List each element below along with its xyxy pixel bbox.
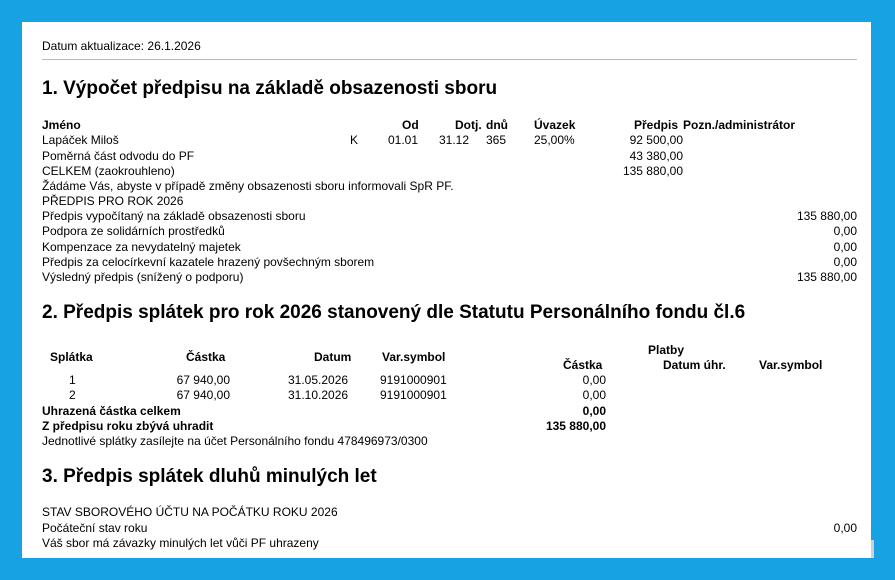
person-name: Lapáček Miloš (42, 133, 119, 147)
update-label: Datum aktualizace: (42, 39, 145, 53)
account-state-title: STAV SBOROVÉHO ÚČTU NA POČÁTKU ROKU 2026 (42, 505, 338, 519)
person-to: 31.12 (439, 133, 470, 147)
section2-heading: 2. Předpis splátek pro rok 2026 stanovený dle Statutu Personálního fondu čl.6 (42, 302, 746, 323)
line-amount: 0,00 (833, 255, 857, 269)
col-ratio-header: Úvazek (534, 118, 576, 132)
section1-heading: 1. Výpočet předpisu na základě obsazenosti sboru (42, 78, 498, 99)
remaining-amount: 135 880,00 (545, 419, 606, 433)
line-label: Podpora ze solidárních prostředků (42, 224, 225, 238)
col-paid-varsym-header: Var.symbol (759, 358, 823, 372)
year-title: PŘEDPIS PRO ROK 2026 (42, 194, 184, 208)
line-amount: 135 880,00 (796, 270, 857, 284)
col-from-header: Od (402, 118, 419, 132)
installment-paid: 0,00 (582, 373, 606, 387)
scrollbar[interactable] (871, 540, 874, 558)
col-varsym-header: Var.symbol (382, 350, 446, 364)
update-date: 26.1.2026 (147, 39, 201, 53)
installment-amount: 67 940,00 (176, 373, 230, 387)
installment-date: 31.10.2026 (288, 388, 349, 402)
notice-text: Žádáme Vás, abyste v případě změny obsazenosti sboru informovali SpR PF. (42, 179, 454, 193)
header-divider (42, 59, 857, 60)
section3-heading: 3. Předpis splátek dluhů minulých let (42, 466, 377, 487)
col-date-header: Datum (314, 350, 352, 364)
line-amount: 0,00 (833, 224, 857, 238)
total-label: CELKEM (zaokrouhleno) (42, 164, 175, 178)
payments-header: Platby (648, 343, 685, 357)
proportional-label: Poměrná část odvodu do PF (42, 149, 195, 163)
person-days: 365 (486, 133, 507, 147)
document-page (22, 22, 871, 558)
col-days-header: dnů (486, 118, 508, 132)
installment-number: 1 (69, 373, 76, 387)
col-predpis-header: Předpis (634, 118, 679, 132)
person-amount: 92 500,00 (629, 133, 683, 147)
line-label: Předpis vypočítaný na základě obsazenosti sboru (42, 209, 306, 223)
proportional-amount: 43 380,00 (629, 149, 683, 163)
line-label: Kompenzace za nevydatelný majetek (42, 240, 241, 254)
initial-state-label: Počáteční stav roku (42, 521, 148, 535)
col-paid-date-header: Datum úhr. (663, 358, 726, 372)
installment-paid: 0,00 (582, 388, 606, 402)
installment-varsym: 9191000901 (380, 373, 447, 387)
update-line (42, 39, 201, 53)
initial-state-amount: 0,00 (833, 521, 857, 535)
line-amount: 135 880,00 (796, 209, 857, 223)
col-note-header: Pozn./administrátor (683, 118, 796, 132)
installment-number: 2 (69, 388, 76, 402)
col-installment-header: Splátka (50, 350, 93, 364)
account-note: Jednotlivé splátky zasílejte na účet Personálního fondu 478496973/0300 (42, 434, 428, 448)
paid-total-label: Uhrazená částka celkem (42, 404, 181, 418)
installment-amount: 67 940,00 (176, 388, 230, 402)
col-paid-amount-header: Částka (563, 358, 603, 372)
person-code: K (350, 133, 359, 147)
col-amount-header: Částka (186, 350, 226, 364)
debts-note: Váš sbor má závazky minulých let vůči PF uhrazeny (42, 536, 319, 550)
person-from: 01.01 (388, 133, 419, 147)
installment-date: 31.05.2026 (288, 373, 349, 387)
line-amount: 0,00 (833, 240, 857, 254)
line-label: Předpis za celocírkevní kazatele hrazený povšechným sborem (42, 255, 375, 269)
col-to-header: Dotj. (455, 118, 482, 132)
paid-total-amount: 0,00 (582, 404, 606, 418)
col-name-header: Jméno (42, 118, 81, 132)
installment-varsym: 9191000901 (380, 388, 447, 402)
line-label: Výsledný předpis (snížený o podporu) (42, 270, 244, 284)
person-ratio: 25,00% (534, 133, 575, 147)
remaining-label: Z předpisu roku zbývá uhradit (42, 419, 214, 433)
total-amount: 135 880,00 (622, 164, 683, 178)
